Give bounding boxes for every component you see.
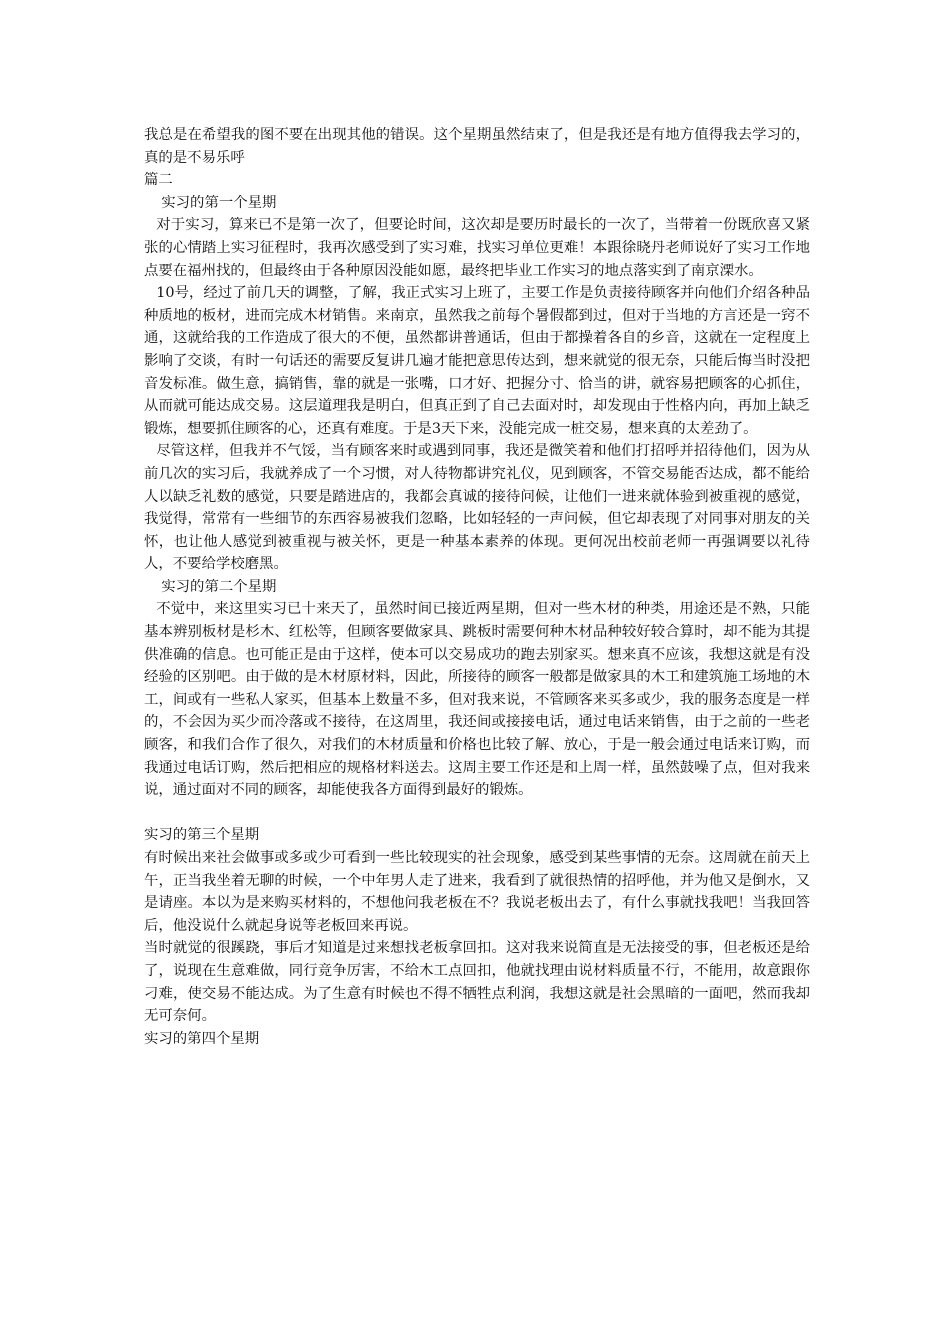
week-three-heading: 实习的第三个星期 (144, 827, 260, 844)
paragraph-week-one-2: 10号，经过了前几天的调整，了解，我正式实习上班了，主要工作是负责接待顾客并向他们介绍各种品种质地的板材，进而完成木材销售。来南京，虽然我之前每个暑假都到过，但对于当地的方言还是一窍不通，这就给我的工作造成了很大的不便，虽然都讲普通话，但由于都操着各自的乡音，这就在一定程度上影响了交谈，有时一句话还的需要反复讲几遍才能把意思传达到，想来就觉的很无奈，只能后悔当时没把音发标准。做生意，搞销售，靠的就是一张嘴，口才好、把握分寸、恰当的讲，就容易把顾客的心抓住，从而就可能达成交易。这层道理我是明白，但真正到了自己去面对时，却发现由于性格内向，再加上缺乏锻炼，想要抓住顾客的心，还真有难度。于是3天下来，没能完成一桩交易，想来真的太差劲了。 (144, 285, 810, 437)
paragraph-week-two: 不觉中，来这里实习已十来天了，虽然时间已接近两星期，但对一些木材的种类，用途还是不熟，只能基本辨别板材是杉木、红松等，但顾客要做家具、跳板时需要何种木材品种较好较合算时，却不能为其提供准确的信息。也可能正是由于这样，使本可以交易成功的跑去别家买。想来真不应该，我想这就是有没经验的区别吧。由于做的是木材原材料，因此，所接待的顾客一般都是做家具的木工和建筑施工场地的木工，间或有一些私人家买，但基本上数量不多，但对我来说，不管顾客来买多或少，我的服务态度是一样的，不会因为买少而冷落或不接待，在这周里，我还间或接接电话，通过电话来销售，由于之前的一些老顾客，和我们合作了很久，对我们的木材质量和价格也比较了解、放心，于是一般会通过电话来订购，而我通过电话订购，然后把相应的规格材料送去。这周主要工作还是和上周一样，虽然鼓噪了点，但对我来说，通过面对不同的顾客，却能使我各方面得到最好的锻炼。 (144, 601, 810, 799)
paragraph-week-three-1: 有时候出来社会做事或多或少可看到一些比较现实的社会现象，感受到某些事情的无奈。这周就在前天上午，正当我坐着无聊的时候，一个中年男人走了进来，我看到了就很热情的招呼他，并为他又是倒水，又是请座。本以为是来购买材料的，不想他问我老板在不？我说老板出去了，有什么事就找我吧！当我回答后，他没说什么就起身说等老板回来再说。 (144, 850, 810, 934)
paragraph-week-one-1: 对于实习，算来已不是第一次了，但要论时间，这次却是要历时最长的一次了，当带着一份既欣喜又紧张的心情踏上实习征程时，我再次感受到了实习难，找实习单位更难！本跟徐晓丹老师说好了实习工作地点要在福州找的，但最终由于各种原因没能如愿，最终把毕业工作实习的地点落实到了南京溧水。 (144, 217, 810, 279)
paragraph-intro: 我总是在希望我的图不要在出现其他的错误。这个星期虽然结束了，但是我还是有地方值得我去学习的，真的是不易乐呼 (144, 127, 810, 166)
week-four-heading: 实习的第四个星期 (144, 1030, 260, 1047)
document-page (144, 124, 810, 1050)
week-two-heading: 实习的第二个星期 (161, 578, 277, 595)
blank-line (144, 802, 810, 825)
section-heading-part-two: 篇二 (144, 172, 173, 189)
paragraph-week-three-2: 当时就觉的很蹊跷，事后才知道是过来想找老板拿回扣。这对我来说简直是无法接受的事，但老板还是给了，说现在生意难做，同行竞争厉害，不给木工点回扣，他就找理由说材料质量不行，不能用，故意跟你刁难，使交易不能达成。为了生意有时候也不得不牺牲点利润，我想这就是社会黑暗的一面吧，然而我却无可奈何。 (144, 940, 810, 1025)
week-one-heading: 实习的第一个星期 (161, 194, 277, 211)
paragraph-week-one-3: 尽管这样，但我并不气馁，当有顾客来时或遇到同事，我还是微笑着和他们打招呼并招待他们，因为从前几次的实习后，我就养成了一个习惯，对人待物都讲究礼仪，见到顾客，不管交易能否达成，都不能给人以缺乏礼数的感觉，只要是踏进店的，我都会真诚的接待问候，让他们一进来就体验到被重视的感觉，我觉得，常常有一些细节的东西容易被我们忽略，比如轻轻的一声问候，但它却表现了对同事对朋友的关怀，也让他人感觉到被重视与被关怀，更是一种基本素养的体现。更何况出校前老师一再强调要以礼待人，不要给学校磨黑。 (144, 443, 810, 573)
